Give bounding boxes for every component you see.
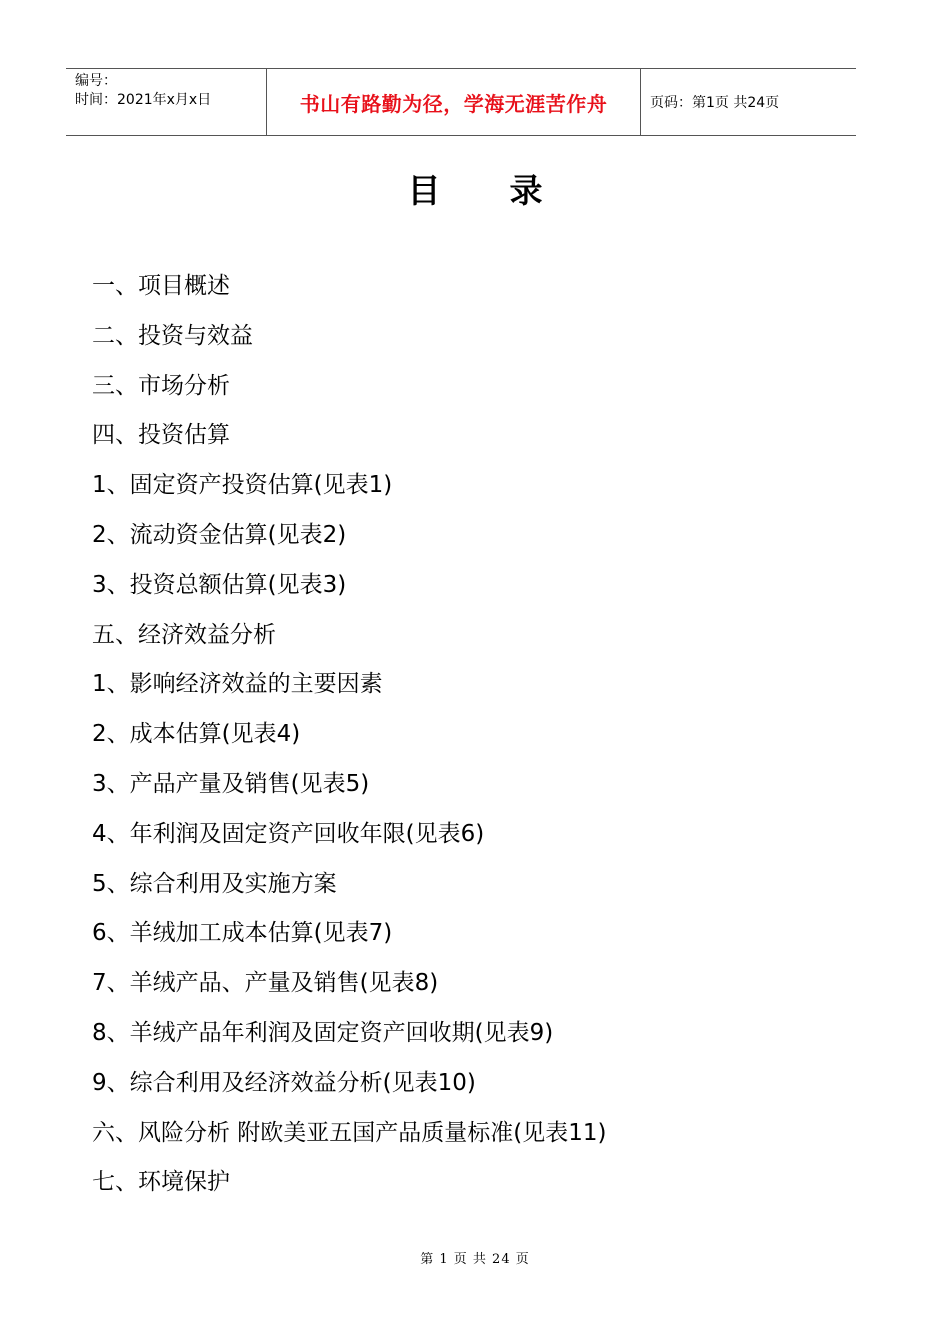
header-meta-cell bbox=[66, 69, 267, 135]
table-of-contents bbox=[92, 267, 607, 1213]
toc-item: 3、产品产量及销售(见表5) bbox=[92, 770, 370, 797]
toc-item: 五、经济效益分析 bbox=[92, 621, 276, 648]
toc-item: 9、综合利用及经济效益分析(见表10) bbox=[92, 1069, 476, 1096]
toc-item: 一、项目概述 bbox=[92, 273, 230, 299]
toc-item: 6、羊绒加工成本估算(见表7) bbox=[92, 920, 393, 947]
toc-item: 四、投资估算 bbox=[92, 422, 230, 449]
page-footer: 第 1 页 共 24 页 bbox=[420, 1252, 530, 1267]
toc-item: 2、流动资金估算(见表2) bbox=[92, 521, 347, 548]
header-page-cell bbox=[641, 69, 856, 135]
toc-item: 六、风险分析 附欧美亚五国产品质量标准(见表11) bbox=[92, 1119, 607, 1146]
toc-item: 三、市场分析 bbox=[92, 372, 230, 399]
header-page-info: 页码：第1页 共24页 bbox=[650, 95, 780, 111]
toc-item: 7、羊绒产品、产量及销售(见表8) bbox=[92, 970, 439, 997]
toc-item: 3、投资总额估算(见表3) bbox=[92, 571, 347, 598]
toc-item: 1、固定资产投资估算(见表1) bbox=[92, 472, 393, 499]
document-number-label: 编号： bbox=[75, 73, 117, 89]
document-time-label: 时间：2021年x月x日 bbox=[75, 92, 212, 108]
toc-item: 8、羊绒产品年利润及固定资产回收期(见表9) bbox=[92, 1019, 554, 1046]
header-motto-cell bbox=[267, 69, 641, 135]
header-motto: 书山有路勤为径，学海无涯苦作舟 bbox=[299, 91, 608, 116]
page-title: 目 录 bbox=[407, 171, 543, 210]
toc-item: 二、投资与效益 bbox=[92, 322, 253, 349]
document-header bbox=[66, 68, 856, 136]
toc-item: 七、环境保护 bbox=[92, 1169, 230, 1196]
toc-item: 1、影响经济效益的主要因素 bbox=[92, 671, 383, 698]
toc-item: 2、成本估算(见表4) bbox=[92, 721, 301, 748]
toc-item: 5、综合利用及实施方案 bbox=[92, 870, 337, 897]
toc-item: 4、年利润及固定资产回收年限(见表6) bbox=[92, 820, 485, 847]
